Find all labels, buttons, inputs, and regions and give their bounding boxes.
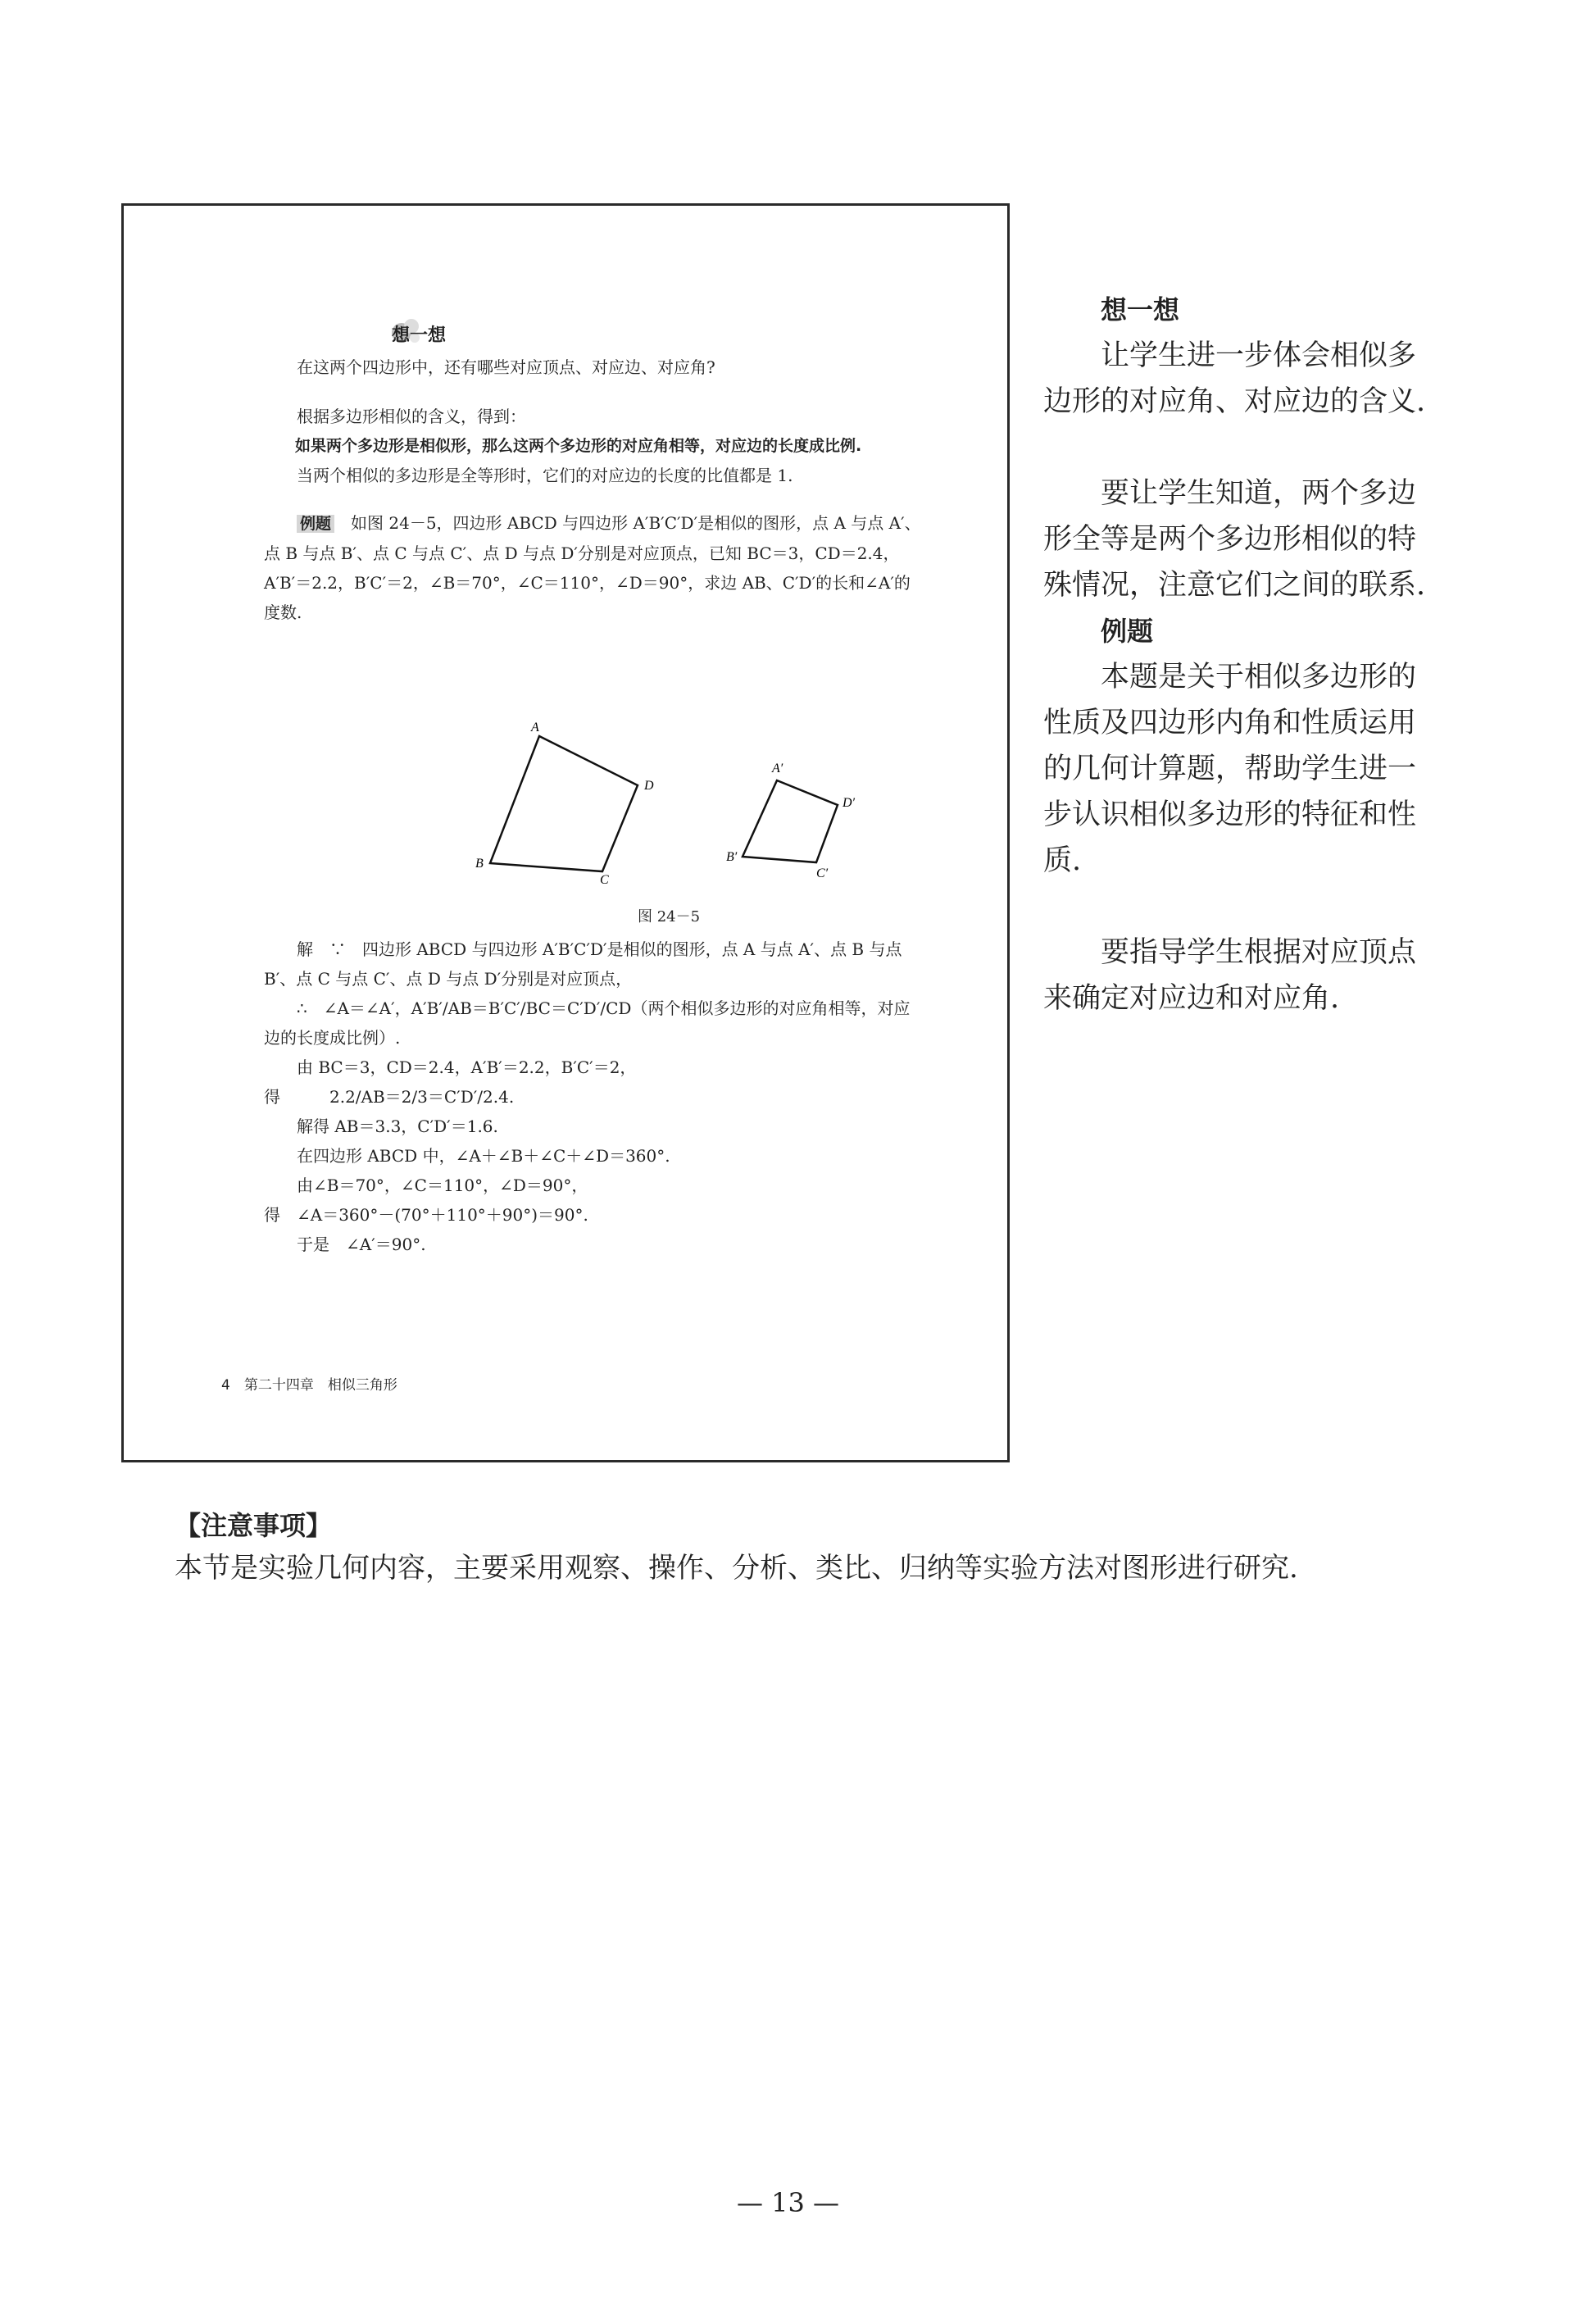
similarity-intro: 根据多边形相似的含义，得到： — [297, 407, 526, 426]
page-number: — 13 — — [736, 2187, 840, 2218]
sidebar-text-3: 本题是关于相似多边形的性质及四边形内角和性质运用的几何计算题，帮助学生进一步认识相似多边形的特征和性质. — [1043, 661, 1417, 877]
label-b: B — [475, 857, 484, 871]
example-problem — [264, 508, 924, 627]
notice-text: 本节是实验几何内容，主要采用观察、操作、分析、类比、归纳等实验方法对图形进行研究. — [175, 1552, 1298, 1585]
solution-line-5: 解得 AB＝3.3，C′D′＝1.6. — [297, 1117, 498, 1136]
label-b-prime: B′ — [726, 850, 738, 864]
label-d: D — [644, 779, 654, 793]
notice-section — [175, 1504, 1527, 1590]
solution-line-3: 由 BC＝3，CD＝2.4，A′B′＝2.2，B′C′＝2， — [297, 1057, 637, 1077]
solution-line-9: 于是 ∠A′＝90°. — [297, 1235, 426, 1254]
sidebar-text-4: 要指导学生根据对应顶点来确定对应边和对应角. — [1043, 936, 1417, 1015]
similarity-property: 如果两个多边形是相似形，那么这两个多边形的对应角相等，对应边的长度成比例. — [295, 437, 862, 455]
solution-line-7: 由∠B＝70°，∠C＝110°，∠D＝90°， — [297, 1176, 588, 1195]
notice-heading: 【注意事项】 — [175, 1510, 333, 1541]
solution-line-8: 得 ∠A＝360°－(70°＋110°＋90°)＝90°. — [264, 1205, 588, 1225]
figure-24-5 — [459, 713, 885, 885]
sidebar-text-1: 让学生进一步体会相似多边形的对应角、对应边的含义. — [1043, 339, 1426, 418]
teacher-notes-sidebar — [1043, 287, 1441, 1021]
figure-caption: 图 24－5 — [638, 908, 701, 926]
quadrilateral-a2b2c2d2 — [743, 780, 838, 862]
textbook-body-top — [264, 352, 924, 627]
label-a-prime: A′ — [772, 762, 783, 775]
example-text: 如图 24－5，四边形 ABCD 与四边形 A′B′C′D′是相似的图形，点 A 与点 A′、点 B 与点 B′、点 C 与点 C′、点 D 与点 D′分别是对应顶点，已知 BC＝3，CD＝2.4，A′B′＝2.2，B′C′＝2，∠B＝70°，∠C＝110°，∠D＝90°，求边 AB、C′D′的长和∠A′的度数. — [264, 513, 921, 622]
solution-line-2: ∴ ∠A＝∠A′，A′B′/AB＝B′C′/BC＝C′D′/CD（两个相似多边形的对应角相等，对应边的长度成比例）. — [264, 998, 911, 1048]
quadrilateral-abcd — [490, 736, 638, 871]
congruent-note: 当两个相似的多边形是全等形时，它们的对应边的长度的比值都是 1. — [297, 466, 793, 485]
solution-line-1: 解 ∵ 四边形 ABCD 与四边形 A′B′C′D′是相似的图形，点 A 与点 A′、点 B 与点 B′、点 C 与点 C′、点 D 与点 D′分别是对应顶点， — [264, 939, 902, 989]
example-tag: 例题 — [297, 515, 334, 533]
label-d-prime: D′ — [843, 796, 856, 810]
think-question: 在这两个四边形中，还有哪些对应顶点、对应边、对应角? — [297, 357, 715, 377]
sidebar-text-2: 要让学生知道，两个多边形全等是两个多边形相似的特殊情况，注意它们之间的联系. — [1043, 477, 1426, 602]
label-c-prime: C′ — [816, 866, 829, 880]
think-heading: 想一想 — [392, 325, 447, 346]
sidebar-heading-think: 想一想 — [1101, 294, 1180, 325]
solution-line-6: 在四边形 ABCD 中，∠A＋∠B＋∠C＋∠D＝360°. — [297, 1146, 670, 1166]
solution-block — [264, 935, 924, 1259]
solution-line-4: 得 2.2/AB＝2/3＝C′D′/2.4. — [264, 1087, 515, 1107]
label-a: A — [531, 721, 539, 734]
sidebar-heading-example: 例题 — [1101, 616, 1154, 647]
label-c: C — [600, 873, 609, 885]
textbook-footer: 4 第二十四章 相似三角形 — [221, 1377, 397, 1394]
